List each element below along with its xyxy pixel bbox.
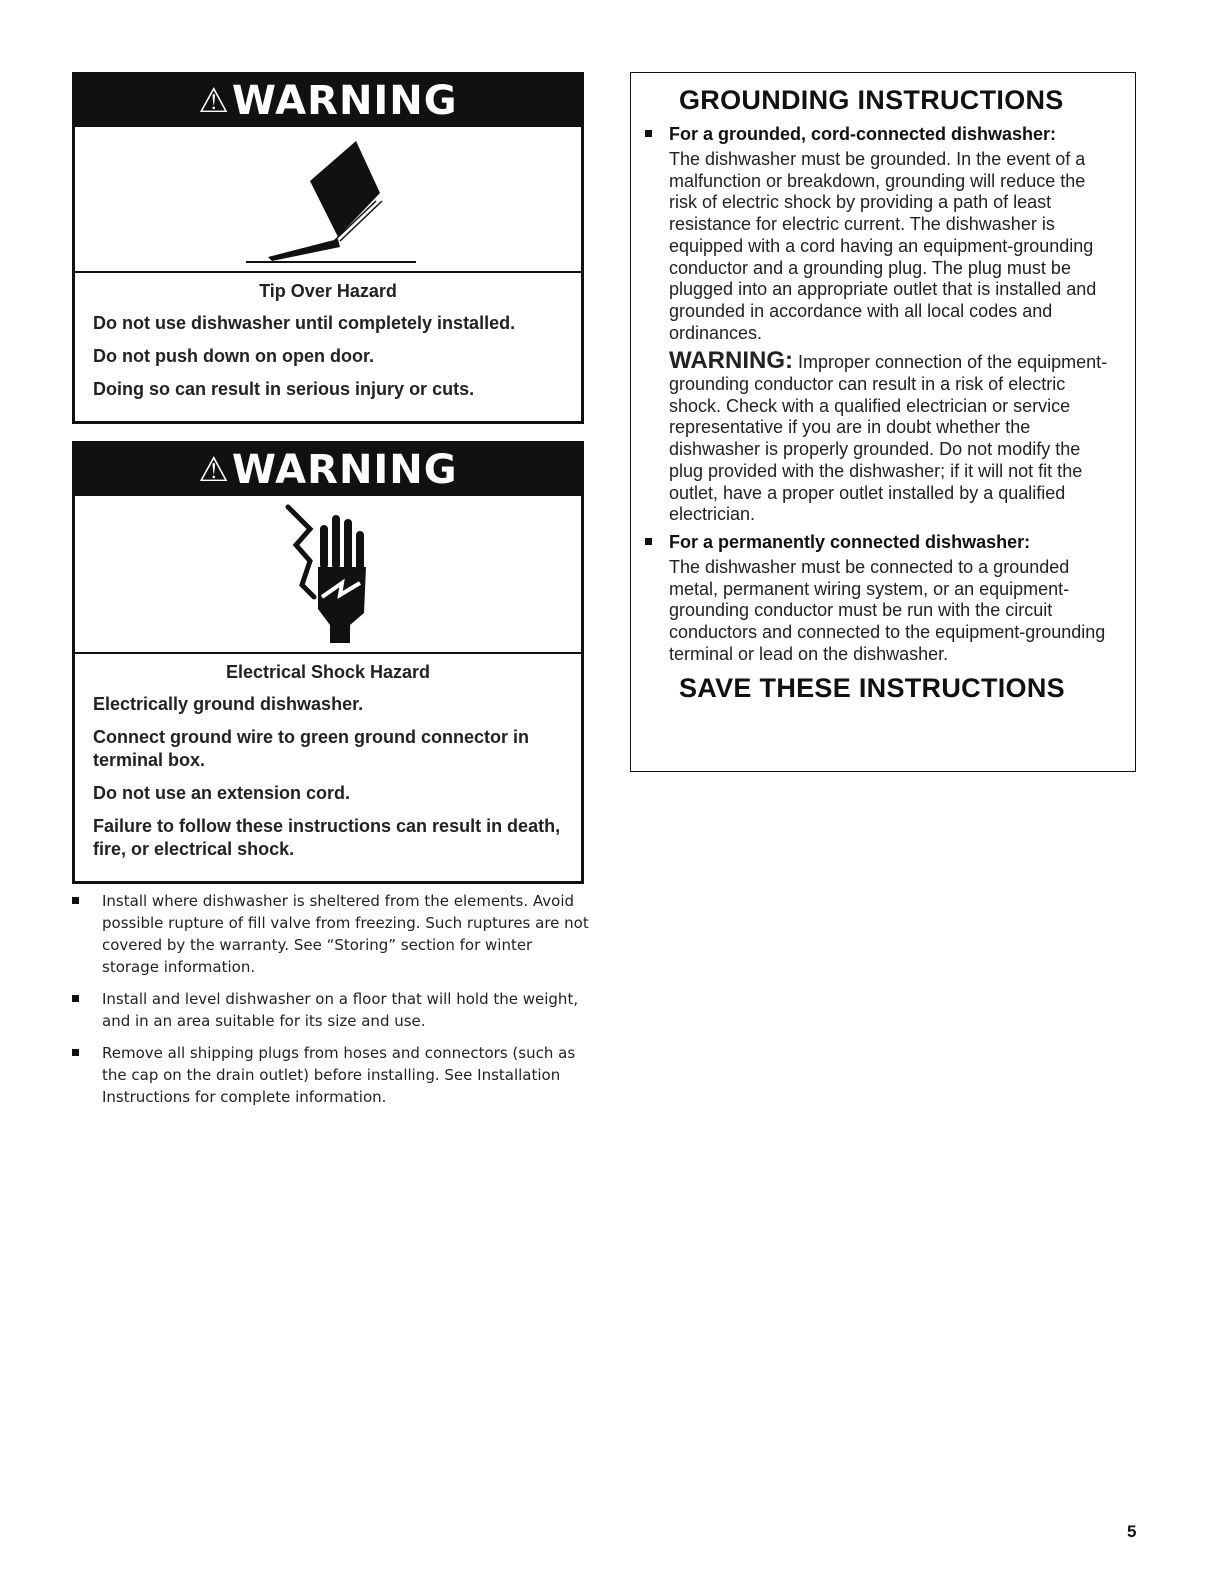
list-item: Remove all shipping plugs from hoses and connectors (such as the cap on the drain outlet) before installing. See Installation Instructions for complete information. bbox=[72, 1042, 592, 1108]
save-instructions-heading: SAVE THESE INSTRUCTIONS bbox=[679, 673, 1065, 704]
page-number: 5 bbox=[1127, 1522, 1137, 1541]
warning-triangle-icon: ⚠ bbox=[198, 81, 230, 121]
installation-notes bbox=[72, 890, 592, 1118]
bullet-square-icon bbox=[645, 538, 652, 545]
warning-line: Do not use dishwasher until completely installed. bbox=[93, 313, 516, 333]
warning-word: WARNING: bbox=[669, 347, 793, 375]
warning-line: Failure to follow these instructions can result in death, fire, or electrical shock. bbox=[93, 816, 561, 859]
electrical-shock-warning-box bbox=[72, 441, 584, 884]
section-heading: For a permanently connected dishwasher: bbox=[645, 532, 1115, 553]
warning-line: Connect ground wire to green ground connector in terminal box. bbox=[93, 727, 529, 770]
warning-line: Do not use an extension cord. bbox=[93, 783, 351, 803]
electrical-shock-icon bbox=[75, 496, 581, 654]
section-text: The dishwasher must be connected to a grounded metal, permanent wiring system, or an equipment-grounding conductor must be run with the circuit conductors and connected to the equipment-grounding terminal or lead on the dishwasher. bbox=[669, 556, 1106, 664]
bullet-square-icon bbox=[72, 995, 79, 1002]
section-heading: For a grounded, cord-connected dishwasher: bbox=[645, 124, 1115, 145]
grounding-title: GROUNDING INSTRUCTIONS bbox=[679, 85, 1064, 115]
warning-line: Doing so can result in serious injury or cuts. bbox=[93, 379, 475, 399]
grounding-instructions-box bbox=[630, 72, 1136, 772]
list-item: Install and level dishwasher on a floor that will hold the weight, and in an area suitable for its size and use. bbox=[72, 988, 592, 1032]
warning-paragraph: WARNING: Improper connection of the equipment-grounding conductor can result in a risk of electric shock. Check with a qualified electrician or service representative if you are in doubt whether the dishwasher is properly grounded. Do not modify the plug provided with the dishwasher; if it will not fit the outlet, have a proper outlet installed by a qualified electrician. bbox=[669, 347, 1108, 525]
list-item: Install where dishwasher is sheltered from the elements. Avoid possible rupture of fill valve from freezing. Such ruptures are not covered by the warranty. See “Storing” section for winter storage information. bbox=[72, 890, 592, 978]
bullet-square-icon bbox=[72, 897, 79, 904]
section-text: The dishwasher must be grounded. In the event of a malfunction or breakdown, grounding will reduce the risk of electric shock by providing a path of least resistance for electric current. The dishwasher is equipped with a cord having an equipment-grounding conductor and a grounding plug. The plug must be plugged into an appropriate outlet that is installed and grounded in accordance with all local codes and ordinances. bbox=[669, 149, 1097, 343]
warning-header: ⚠ WARNING bbox=[75, 444, 581, 496]
hazard-title: Tip Over Hazard bbox=[259, 281, 397, 301]
tip-over-warning-box bbox=[72, 72, 584, 424]
warning-line: Electrically ground dishwasher. bbox=[93, 694, 364, 714]
warning-header: ⚠ WARNING bbox=[75, 75, 581, 127]
hazard-title: Electrical Shock Hazard bbox=[225, 662, 431, 682]
warning-line: Do not push down on open door. bbox=[93, 346, 374, 366]
bullet-square-icon bbox=[645, 130, 652, 137]
warning-triangle-icon: ⚠ bbox=[198, 450, 230, 490]
bullet-square-icon bbox=[72, 1049, 79, 1056]
tip-over-icon bbox=[75, 127, 581, 273]
